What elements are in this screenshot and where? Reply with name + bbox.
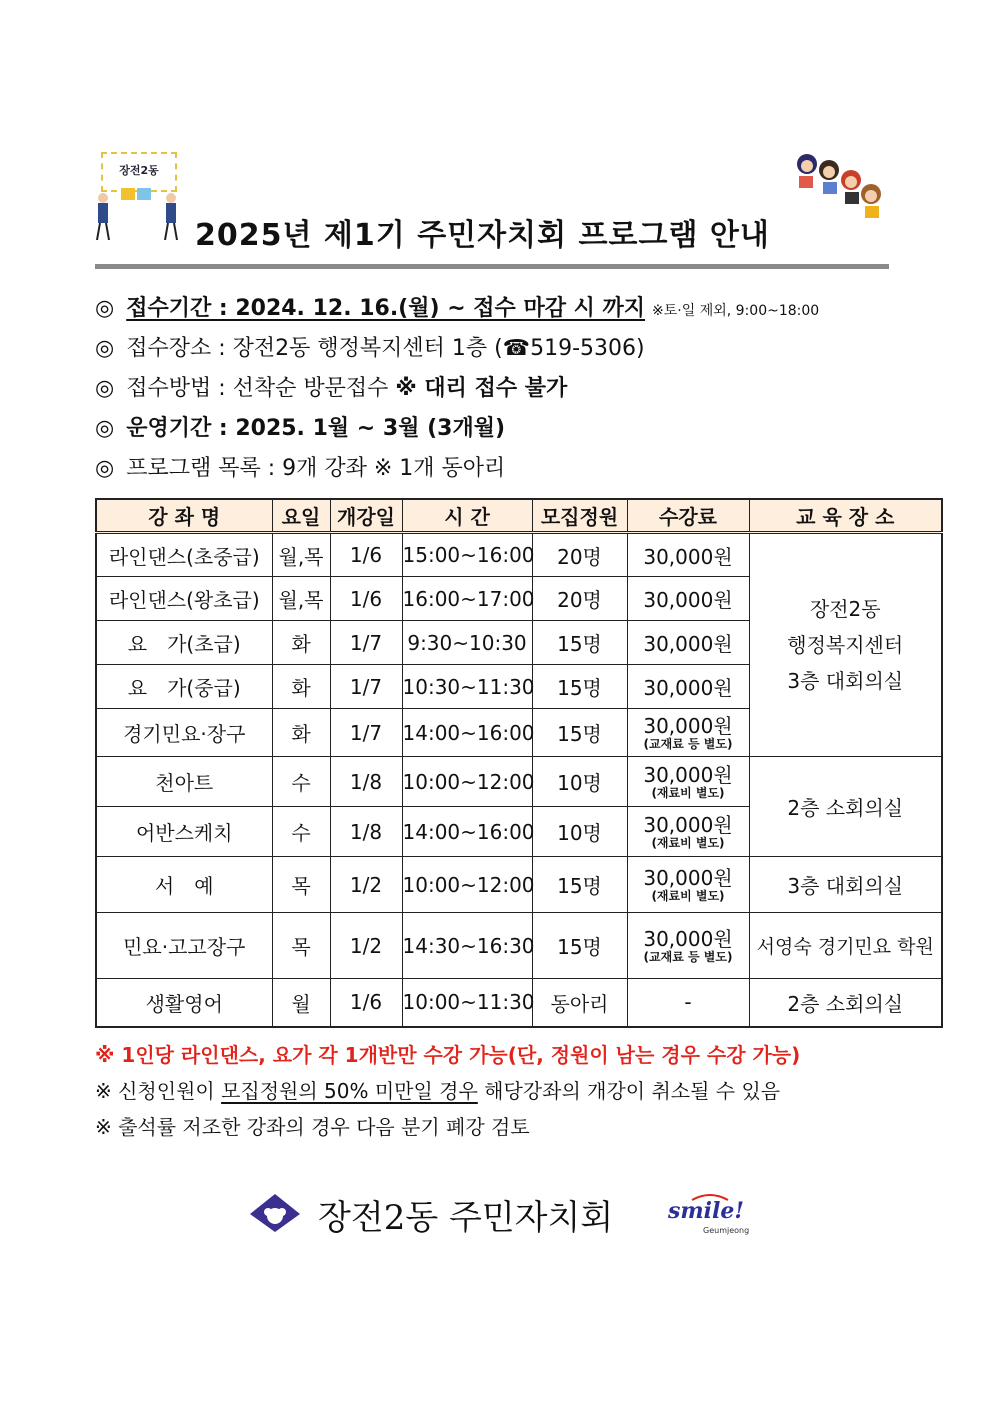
geumjeong-emblem-icon <box>248 1192 302 1234</box>
col-header-fee: 수강료 <box>627 499 749 533</box>
cell-time: 9:30~10:30 <box>402 621 532 665</box>
cell-name: 요 가(초급) <box>96 621 272 665</box>
cell-place-academy: 서영숙 경기민요 학원 <box>749 913 942 979</box>
cell-start: 1/8 <box>330 807 402 857</box>
note-line-3: ※ 출석률 저조한 강좌의 경우 다음 분기 폐강 검토 <box>95 1115 530 1139</box>
cell-name: 생활영어 <box>96 979 272 1027</box>
operation-period-text: 운영기간 : 2025. 1월 ~ 3월 (3개월) <box>126 416 506 441</box>
info-program-list <box>95 454 505 484</box>
bullet-icon: ◎ <box>95 456 115 481</box>
cell-name: 서 예 <box>96 857 272 913</box>
cell-day: 화 <box>272 621 330 665</box>
table-row <box>96 857 942 913</box>
program-table <box>95 498 943 1028</box>
cell-time: 14:00~16:00 <box>402 807 532 857</box>
smile-logo-text: smile! <box>668 1198 745 1224</box>
note-line-2 <box>95 1077 780 1105</box>
cell-start: 1/7 <box>330 621 402 665</box>
cell-capacity: 15명 <box>532 709 627 757</box>
cell-fee <box>627 757 749 807</box>
fee-note: (교재료 등 별도) <box>643 949 733 964</box>
cell-capacity: 15명 <box>532 857 627 913</box>
cell-time: 14:30~16:30 <box>402 913 532 979</box>
cell-place-small-room-2: 2층 소회의실 <box>749 979 942 1027</box>
title-divider <box>95 264 889 269</box>
cell-fee <box>627 857 749 913</box>
fee-amount: 30,000원 <box>643 762 733 787</box>
fee-note: (재료비 별도) <box>651 888 725 903</box>
reception-place-text: 접수장소 : 장전2동 행정복지센터 1층 (☎519-5306) <box>126 336 645 361</box>
cell-place-small-room: 2층 소회의실 <box>749 757 942 857</box>
reception-period-text: 접수기간 : 2024. 12. 16.(월) ~ 접수 마감 시 까지 <box>126 296 646 321</box>
cell-day: 월,목 <box>272 533 330 577</box>
cell-fee: 30,000원 <box>627 621 749 665</box>
cell-place-hall <box>749 533 942 757</box>
reception-method-note: ※ 대리 접수 불가 <box>395 376 568 401</box>
cell-fee: 30,000원 <box>627 665 749 709</box>
cell-name: 라인댄스(왕초급) <box>96 577 272 621</box>
fee-note: (교재료 등 별도) <box>643 736 733 751</box>
place-hall-line3: 3층 대회의실 <box>787 669 904 693</box>
cell-capacity: 15명 <box>532 913 627 979</box>
table-row <box>96 757 942 807</box>
cell-time: 10:00~12:00 <box>402 757 532 807</box>
reception-period-note: ※토·일 제외, 9:00~18:00 <box>652 303 820 319</box>
program-list-text: 프로그램 목록 : 9개 강좌 ※ 1개 동아리 <box>126 456 506 481</box>
bullet-icon: ◎ <box>95 296 115 321</box>
info-reception-period <box>95 294 819 326</box>
fee-note: (재료비 별도) <box>651 835 725 850</box>
cell-name: 요 가(중급) <box>96 665 272 709</box>
cell-fee: - <box>627 979 749 1027</box>
cell-time: 16:00~17:00 <box>402 577 532 621</box>
dong-logo-text: 장전2동 <box>119 164 159 177</box>
cell-fee <box>627 709 749 757</box>
note-line-1: ※ 1인당 라인댄스, 요가 각 1개반만 수강 가능(단, 정원이 남는 경우 수강 가능) <box>95 1043 801 1067</box>
table-row <box>96 913 942 979</box>
cell-day: 월,목 <box>272 577 330 621</box>
fee-amount: 30,000원 <box>643 865 733 890</box>
col-header-start: 개강일 <box>330 499 402 533</box>
cell-time: 10:00~11:30 <box>402 979 532 1027</box>
bullet-icon: ◎ <box>95 336 115 361</box>
note-2-suffix: 해당강좌의 개강이 취소될 수 있음 <box>477 1079 781 1103</box>
cell-start: 1/7 <box>330 709 402 757</box>
cell-day: 수 <box>272 757 330 807</box>
cell-capacity: 20명 <box>532 533 627 577</box>
cell-time: 14:00~16:00 <box>402 709 532 757</box>
fee-amount: 30,000원 <box>643 713 733 738</box>
footer-organization: 장전2동 주민자치회 <box>318 1198 614 1238</box>
col-header-place: 교 육 장 소 <box>749 499 942 533</box>
info-reception-place <box>95 334 645 364</box>
cell-start: 1/6 <box>330 979 402 1027</box>
col-header-day: 요일 <box>272 499 330 533</box>
people-puzzle-illustration <box>93 186 181 242</box>
cell-capacity: 15명 <box>532 665 627 709</box>
page-title: 2025년 제1기 주민자치회 프로그램 안내 <box>195 218 770 253</box>
note-2-underline: 모집정원의 50% 미만일 경우 <box>221 1079 478 1103</box>
cell-day: 화 <box>272 665 330 709</box>
cell-fee <box>627 913 749 979</box>
table-row <box>96 533 942 577</box>
cell-time: 10:30~11:30 <box>402 665 532 709</box>
cell-start: 1/2 <box>330 857 402 913</box>
smile-logo-subtext: Geumjeong <box>703 1226 750 1235</box>
table-header-row <box>96 499 942 533</box>
fee-amount: 30,000원 <box>643 926 733 951</box>
cell-fee: 30,000원 <box>627 577 749 621</box>
cell-place-big-room: 3층 대회의실 <box>749 857 942 913</box>
cell-day: 화 <box>272 709 330 757</box>
cell-capacity: 15명 <box>532 621 627 665</box>
info-reception-method <box>95 374 567 404</box>
table-row <box>96 979 942 1027</box>
cell-day: 목 <box>272 913 330 979</box>
cell-name: 어반스케치 <box>96 807 272 857</box>
cell-name: 경기민요·장구 <box>96 709 272 757</box>
people-group-illustration <box>795 150 885 220</box>
fee-amount: 30,000원 <box>643 812 733 837</box>
cell-capacity: 10명 <box>532 807 627 857</box>
cell-capacity: 동아리 <box>532 979 627 1027</box>
cell-start: 1/6 <box>330 577 402 621</box>
cell-fee <box>627 807 749 857</box>
cell-name: 천아트 <box>96 757 272 807</box>
cell-start: 1/7 <box>330 665 402 709</box>
fee-note: (재료비 별도) <box>651 785 725 800</box>
cell-capacity: 20명 <box>532 577 627 621</box>
col-header-time: 시 간 <box>402 499 532 533</box>
cell-day: 목 <box>272 857 330 913</box>
cell-time: 10:00~12:00 <box>402 857 532 913</box>
cell-start: 1/8 <box>330 757 402 807</box>
place-hall-line1: 장전2동 <box>809 597 881 621</box>
info-operation-period <box>95 414 505 444</box>
cell-day: 월 <box>272 979 330 1027</box>
cell-name: 민요·고고장구 <box>96 913 272 979</box>
col-header-capacity: 모집정원 <box>532 499 627 533</box>
cell-fee: 30,000원 <box>627 533 749 577</box>
bullet-icon: ◎ <box>95 416 115 441</box>
bullet-icon: ◎ <box>95 376 115 401</box>
cell-start: 1/6 <box>330 533 402 577</box>
cell-name: 라인댄스(초중급) <box>96 533 272 577</box>
cell-capacity: 10명 <box>532 757 627 807</box>
cell-start: 1/2 <box>330 913 402 979</box>
reception-method-text: 접수방법 : 선착순 방문접수 <box>126 376 389 401</box>
cell-day: 수 <box>272 807 330 857</box>
place-hall-line2: 행정복지센터 <box>787 633 904 657</box>
col-header-name: 강 좌 명 <box>96 499 272 533</box>
cell-time: 15:00~16:00 <box>402 533 532 577</box>
note-2-prefix: ※ 신청인원이 <box>95 1079 222 1103</box>
